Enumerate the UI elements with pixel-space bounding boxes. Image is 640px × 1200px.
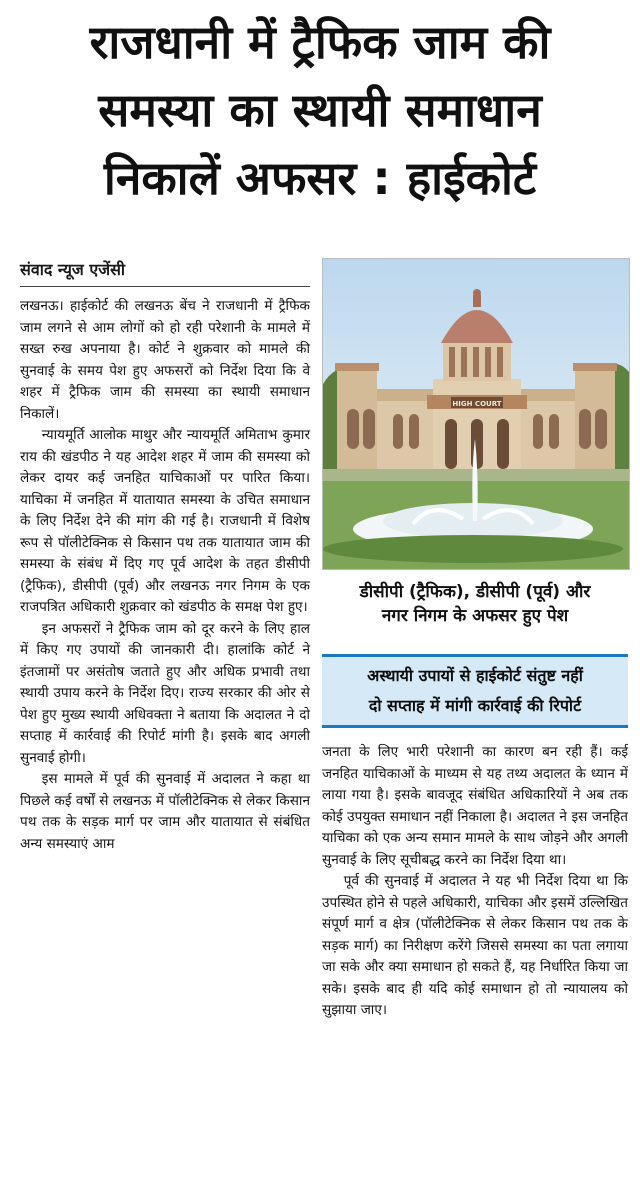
- caption-line-2: नगर निगम के अफसर हुए पेश: [381, 606, 569, 626]
- paragraph: पूर्व की सुनवाई में अदालत ने यह भी निर्देश दिया था कि उपस्थित होने से पहले अधिकारी, याचिका और इसमें उल्लिखित संपूर्ण मार्ग व क्षेत्र (पॉलीटेक्निक से लेकर किसान पथ तक के सड़क मार्ग) का निरीक्षण करेंगे जिससे समस्या का पता लगाया जा सके और क्या समाधान हो सकते हैं, यह निर्धारित किया जा सके। इसके बाद ही यदि कोई समाधान हो तो न्यायालय को सुझाया जाए।: [322, 873, 628, 1018]
- caption-line-1: डीसीपी (ट्रैफिक), डीसीपी (पूर्व) और: [359, 582, 591, 602]
- photo-caption: [322, 580, 628, 628]
- byline: संवाद न्यूज एजेंसी: [20, 260, 126, 279]
- paragraph: लखनऊ। हाईकोर्ट की लखनऊ बेंच ने राजधानी में ट्रैफिक जाम लगने से आम लोगों को हो रही परेशानी के मामले में सख्त रुख अपनाया है। कोर्ट ने शुक्रवार को मामले की सुनवाई के समय पेश हुए अफसरों को निर्देश दिया कि वे शहर में ट्रैफिक जाम की समस्या का स्थायी समाधान निकालें।: [20, 298, 310, 422]
- highlight-line-1: अस्थायी उपायों से हाईकोर्ट संतुष्ट नहीं: [367, 666, 583, 685]
- byline-divider: [20, 286, 310, 287]
- paragraph: न्यायमूर्ति आलोक माथुर और न्यायमूर्ति अमिताभ कुमार राय की खंडपीठ ने यह आदेश शहर में जाम की समस्या को लेकर दायर कई जनहित याचिकाओं पर पारित किया। याचिका में जनहित में यातायात समस्या के उचित समाधान के लिए निर्देश देने की मांग की गई है। राजधानी में विशेष रूप से पॉलीटेक्निक से किसान पथ तक यातायात जाम की समस्या के संबंध में दिए गए पूर्व आदेश के तहत डीसीपी (ट्रैफिक), डीसीपी (पूर्व) और लखनऊ नगर निगम के एक राजपत्रित अधिकारी शुक्रवार को खंडपीठ के समक्ष पेश हुए।: [20, 427, 310, 615]
- paragraph: इन अफसरों ने ट्रैफिक जाम को दूर करने के लिए हाल में किए गए उपायों की जानकारी दी। हालांकि कोर्ट ने इंतजामों पर असंतोष जताते हुए और अधिक प्रभावी तथा स्थायी उपाय करने के निर्देश दिए। राज्य सरकार की ओर से पेश हुए मुख्य स्थायी अधिवक्ता ने बताया कि अदालत ने दो सप्ताह में कार्रवाई की रिपोर्ट मांगी है। इसके बाद अगली सुनवाई होगी।: [20, 620, 310, 766]
- high-court-photo: [322, 258, 630, 570]
- court-sign-text: HIGH COURT: [452, 400, 502, 408]
- paragraph: जनता के लिए भारी परेशानी का कारण बन रही हैं। कई जनहित याचिकाओं के माध्यम से यह तथ्य अदालत के ध्यान में लाया गया है। इसके बावजूद संबंधित अधिकारियों ने अब तक कोई उपयुक्त समाधान नहीं निकाला है। अदालत ने इस जनहित याचिका को एक अन्य समान मामले के साथ जोड़ने और अगली सुनवाई के लिए सूचीबद्ध करने का निर्देश दिया था।: [322, 744, 628, 868]
- highlight-line-2: दो सप्ताह में मांगी कार्रवाई की रिपोर्ट: [368, 696, 582, 715]
- headline-line-1: राजधानी में ट्रैफिक जाम की: [89, 15, 551, 69]
- paragraph: इस मामले में पूर्व की सुनवाई में अदालत ने कहा था पिछले कई वर्षों से लखनऊ में पॉलीटेक्निक से लेकर किसान पथ तक के सड़क मार्ग पर जाम और यातायात से संबंधित अन्य समस्याएं आम: [20, 771, 310, 852]
- headline-line-3: निकालें अफसर : हाईकोर्ट: [103, 151, 537, 205]
- highlight-box: [322, 654, 628, 728]
- headline-line-2: समस्या का स्थायी समाधान: [98, 83, 542, 137]
- right-column: [322, 742, 628, 1022]
- left-column: [20, 296, 310, 855]
- headline: [10, 8, 630, 212]
- high-court-illustration: [323, 259, 629, 569]
